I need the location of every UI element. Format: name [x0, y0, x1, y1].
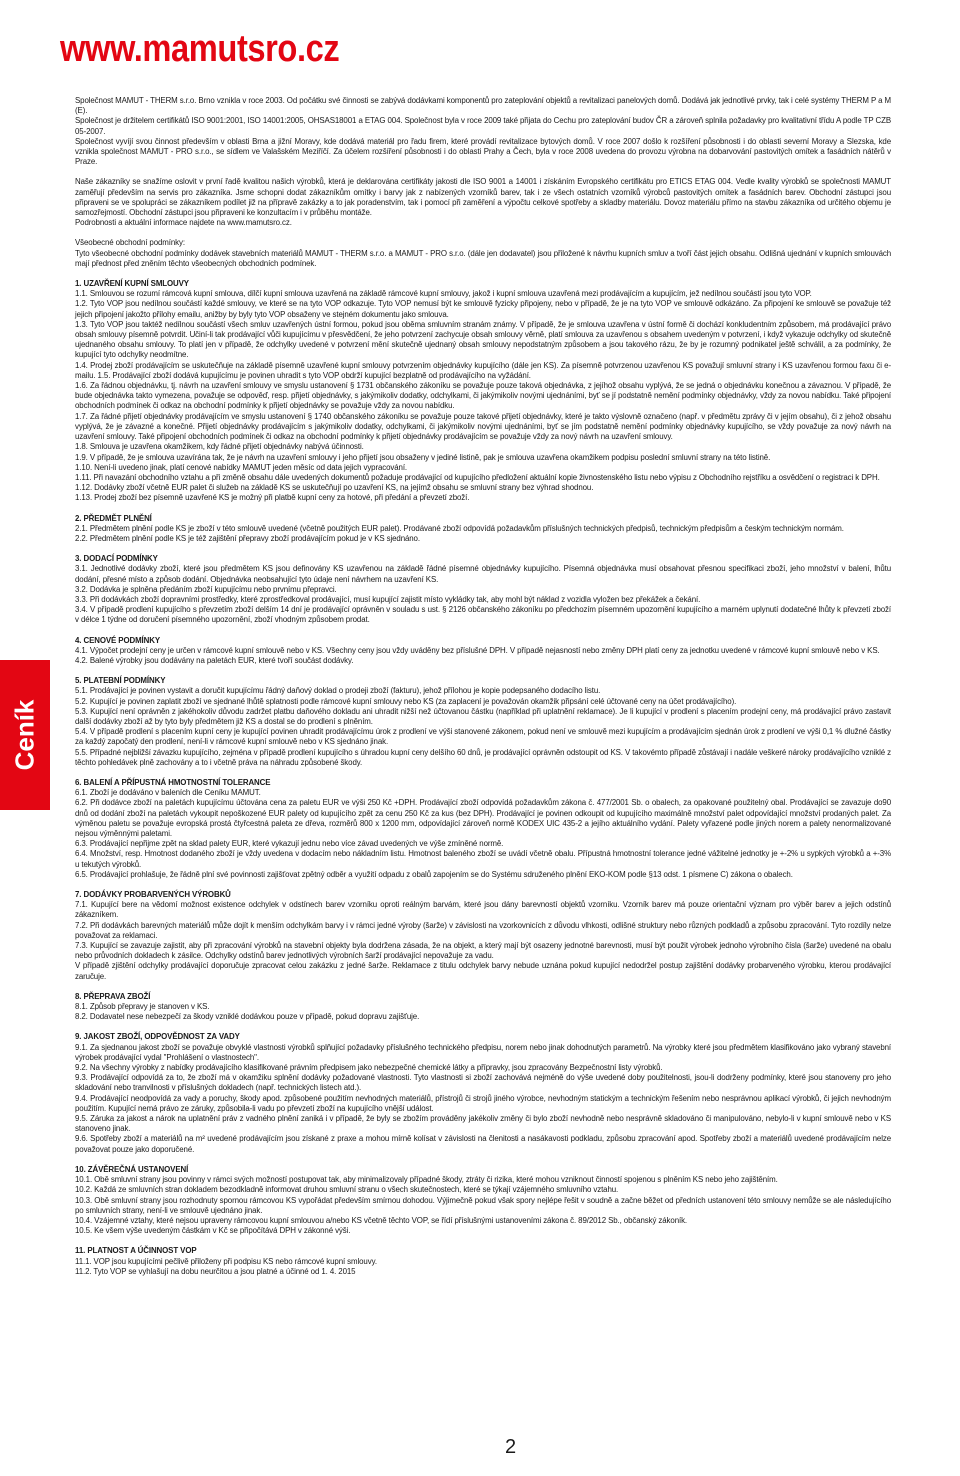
section-clause: 1.9. V případě, že je smlouva uzavírána tak, že je návrh na uzavření smlouvy i jeho přijetí jsou obsaženy v jediné listině, pak je smlouva uzavřena okamžikem podpisu poslední smluvní strany na této listině.: [75, 452, 771, 462]
section-heading: 4. CENOVÉ PODMÍNKY: [75, 635, 161, 645]
section-clause: 1.11. Při navazání obchodního vztahu a při změně obsahu dále uvedených dokumentů požaduje prodávající od kupujícího předložení aktuální kopie živnostenského listu nebo výpisu z Obchodního rejstříku a osvědčení o registraci k DPH.: [75, 472, 880, 482]
terms-intro: Tyto všeobecné obchodní podmínky dodávek stavebních materiálů MAMUT - THERM s.r.o. a MAMUT - PRO s.r.o. (dále jen dodavatel) jsou přiložené k návrhu kupních smluv a tvoří část jejich obsahu. Odlišná ujednání v kupních smlouvách mají přednost před zněním těchto všeobecných obchodních podmínek.: [75, 248, 891, 268]
section-clause: 1.7. Za řádné přijetí objednávky prodávajícím ve smyslu ustanovení § 1740 občanského zákoníku se považuje pouze takové přijetí objednávky, které je takto výslovně označeno (např. v předmětu zprávy či v jejím obsahu), či z jehož obsahu vyplývá, že je závazné a konečné. Přijetí objednávky prodávajícím s jakýmikoliv dodatky, odchylkami, či jakýmikoliv novými ujednáními, byť se jím podstatně nemění podmínky objednávky kupujícího, se vždy považuje za nový návrh na uzavření smlouvy. Také připojení obchodních podmínek či odkaz na obchodní podmínky k přijetí objednávky prodávajícím se považuje vždy za nový návrh na uzavření smlouvy.: [75, 411, 891, 442]
section-clause: 9.2. Na všechny výrobky z nabídky prodávajícího klasifikované právním předpisem jako nebezpečné chemické látky a přípravky, jsou zpracovány Bezpečnostní listy výrobků.: [75, 1063, 663, 1073]
section-clause: 9.6. Spotřeby zboží a materiálů na m² uvedené prodávajícím jsou získané z praxe a mohou mírně kolísat v závislosti na členitosti a nasákavosti podkladu, způsobu zpracování apod. Spotřeby zboží a materiálů uvedené prodávajícím nelze považovat pouze jako doporučené.: [75, 1134, 891, 1154]
terms-section: [75, 554, 891, 625]
section-clause: 6.5. Prodávající prohlašuje, že řádně plní své povinnosti zajišťovat zpětný odběr a využití odpadu z obalů zapojením se do Systému sdruženého plnění EKO-KOM podle §13 odst. 1 písmene C) zákona o obalech.: [75, 869, 793, 879]
section-clause: 6.2. Při dodávce zboží na paletách kupujícímu účtována cena za paletu EUR ve výši 250 Kč +DPH. Prodávající zboží odpovídá požadavkům zákona č. 477/2001 Sb. o obalech, za opakované použitelný obal. Prodávající se zavazuje do90 dnů od dodání zboží na paletách vykoupit nepoškozené EUR palety od kupujícího zpět za cenu 250 Kč za kus (bez DPH). Prodávající je povinen odkoupit od kupujícího maximálně množství palet odpovídající množství prodaných palet. Za výměnou paletu se považuje evropská prostá čtyřcestná paleta ze dřeva, rozměrů 800 x 1200 mm, odpovídající zároveň normě KODEX UIC 435-2 a jejího aktuálního vydání. Palety vyřazené podle jiných norem a palety nenormalizované nejsou výměnnými paletami.: [75, 798, 891, 838]
section-clause: 8.2. Dodavatel nese nebezpečí za škody vzniklé dodávkou pouze v případě, pokud dopravu zajišťuje.: [75, 1012, 420, 1022]
intro-block: [75, 96, 891, 167]
section-clause: 3.1. Jednotlivé dodávky zboží, které jsou předmětem KS jsou definovány KS uzavřenou na základě řádné písemné objednávky kupujícího. Písemná objednávka musí obsahovat přesnou specifikaci zboží, jeho množství v balení, lhůtu dodání, přesné místo a způsob dodání. Objednávka neobsahující tyto údaje není návrhem na uzavření KS.: [75, 564, 891, 584]
section-clause: 5.1. Prodávající je povinen vystavit a doručit kupujícímu řádný daňový doklad o prodeji zboží (fakturu), jehož přílohou je kopie podepsaného dodacího listu.: [75, 686, 601, 696]
page-number: 2: [505, 1436, 517, 1458]
section-clause: 6.4. Množství, resp. Hmotnost dodaného zboží je vždy uvedena v dodacím nebo nákladním listu. Hmotnost baleného zboží se uvádí včetně obalu. Přípustná hmotnostní tolerance jedné vážitelné jednotky je +-2% u sypkých výrobků a +-3% u tekutých výrobků.: [75, 849, 891, 869]
section-clause: 10.2. Každá ze smluvních stran dokladem bezodkladně informovat druhou smluvní stranu o všech skutečnostech, které se týkají vzájemného smluvního vztahu.: [75, 1185, 619, 1195]
section-clause: 3.2. Dodávka je splněna předáním zboží kupujícímu nebo prvnímu přepravci.: [75, 584, 337, 594]
section-heading: 7. DODÁVKY PROBARVENÝCH VÝROBKŮ: [75, 890, 231, 900]
section-heading: 11. PLATNOST A ÚČINNOST VOP: [75, 1246, 197, 1256]
section-clause: 1.1. Smlouvou se rozumí rámcová kupní smlouva, dílčí kupní smlouva uzavřená na základě rámcové kupní smlouvy, jakož i kupní smlouva uzavřená mezi prodávajícím a kupujícím, jež nedílnou součástí jsou tyto VOP.: [75, 289, 812, 299]
section-clause: 3.3. Při dodávkách zboží dopravními prostředky, které zprostředkoval prodávající, musí kupující zajistit místo vykládky tak, aby mohl být náklad z vozidla vyložen bez překážek a čekání.: [75, 594, 701, 604]
customers-paragraph: Podrobnosti a aktuální informace najdete na www.mamutsro.cz.: [75, 218, 292, 228]
section-clause: 1.13. Prodej zboží bez písemně uzavřené KS je možný při platbě kupní ceny za hotové, při předání a převzetí zboží.: [75, 493, 470, 503]
section-clause: 10.3. Obě smluvní strany jsou rozhodnuty spornou rámcovou KS vypořádat především smírnou dohodou. Výjimečně pokud však spory nejlépe řešit v soudně a začne běžet od předních ustanovení této smlouvy nemůže se ale následujícího po smluvních strany, není-li ve smlouvě ujednáno jinak.: [75, 1195, 891, 1215]
intro-paragraph: Společnost MAMUT - THERM s.r.o. Brno vznikla v roce 2003. Od počátku své činnosti se zabývá dodávkami komponentů pro zateplování objektů a revitalizaci panelových domů. Dodává jak jednotlivé prvky, tak i celé systémy THERM P a M (E).: [75, 96, 891, 116]
side-tab: [0, 660, 50, 810]
section-clause: 5.5. Případné nejbližší závazku kupujícího, zejména v případě prodlení kupujícího s úhradou kupní ceny delšího 60 dnů, je prodávající oprávněn odstoupit od KS. V takovémto případě zůstávají i nadále veškeré nároky prodávajícího vzniklé z těchto pohledávek plně zachovány a to i včetně práva na náhradu způsobené škody.: [75, 747, 891, 767]
section-clause: 5.3. Kupující není oprávněn z jakéhokoliv důvodu zadržet platbu daňového dokladu ani uhradit nižší než účtovanou částku (například při uplatnění reklamace). Je li kupující v prodlení s placením prodejní ceny, má prodávající právo zastavit další dodávky zboží až by tyto byly předmětem již KS a dostal se do prodlení s plněním.: [75, 706, 891, 726]
section-clause: 11.1. VOP jsou kupujícími pečlivě přiloženy při podpisu KS nebo rámcové kupní smlouvy.: [75, 1256, 377, 1266]
section-heading: 8. PŘEPRAVA ZBOŽÍ: [75, 991, 151, 1001]
intro-paragraph: Společnost je držitelem certifikátů ISO 9001:2001, ISO 14001:2005, OHSAS18001 a ETAG 004. Společnost byla v roce 2009 také přijata do Cechu pro zateplování budov ČR a zároveň splnila požadavky pro kvalitativní třídu A podle TP CZB 05-2007.: [75, 116, 891, 136]
section-clause: 1.6. Za řádnou objednávku, tj. návrh na uzavření smlouvy ve smyslu ustanovení § 1731 občanského zákoníku se považuje pouze taková objednávka, z jejíhož obsahu vyplývá, že se jedná o objednávku konečnou a závaznou. V případě, že bude objednávka takto vymezena, považuje se odpověď, resp. přijetí objednávky, s jakýmikoliv dodatky, odchylkami, či jakýmikoliv novými ujednáními, byť se jí podstatně nemění podmínky objednávky, vždy za novou nabídku. Také připojení obchodních podmínek či odkaz na obchodní podmínky k přijetí objednávky se považuje vždy za novou nabídku.: [75, 381, 891, 411]
section-clause: 9.4. Prodávající neodpovídá za vady a poruchy, škody apod. způsobené použitím nevhodných materiálů, přístrojů či strojů jiného výrobce, nevhodným statickým a technickým řešením nebo nesprávnou aplikací výrobků, či jejich nevhodným použitím. Kupující nemá právo ze záruky, způsobila-li vadu po převzetí zboží na kupujícího vnější událost.: [75, 1093, 891, 1113]
section-clause: 4.2. Balené výrobky jsou dodávány na paletách EUR, které tvoří součást dodávky.: [75, 655, 354, 665]
section-clause: 7.2. Při dodávkách barevných materiálů může dojít k menším odchylkám barvy i v rámci jedné výroby (šarže) v závislosti na vzorkovnicích z důvodu vlhkosti, odlišné struktury nebo různých podkladů a způsobu zpracování. Tyto rozdíly nelze považovat za reklamaci.: [75, 920, 891, 940]
terms-section: [75, 992, 891, 1023]
intro-paragraph: Společnost vyvíjí svou činnost především v oblasti Brna a jižní Moravy, kde dodává materiál pro řadu firem, které provádí revitalizace bytových domů. V roce 2007 došlo k rozšíření působnosti i do oblasti severní Moravy a Slezska, kde vznikla společnost MAMUT - PRO s.r.o., se sídlem ve Valašském Meziříčí. Za účelem rozšíření působnosti i do oblasti Prahy a Čech, byla v roce 2008 uvedena do provozu výrobna na dobarvování pastovitých omítek a fasádních nátěrů v Praze.: [75, 136, 891, 167]
section-clause: 1.3. Tyto VOP jsou taktéž nedílnou součástí všech smluv uzavřených ústní formou, pokud jsou oběma smluvním stranám známy. V případě, že je smlouva uzavřena v ústní formě či dochází konkludentním způsobem, má prodávající právo obsah smlouvy písemně potvrdit. Učiní-li tak prodávající vůči kupujícímu v přesvědčení, že jeho potvrzení zachycuje obsah smlouvy věrně, platí smlouva za uzavřenou s obsahem uvedeným v potvrzení, i když vykazuje odchylky od skutečně ujednaného obsahu smlouvy. To platí jen v případě, že odchylky uvedené v potvrzení mění skutečně ujednaný obsah smlouvy nepodstatným způsobem a jsou takového rázu, že by je rozumný podnikatel ještě schválil, a za podmínky, že kupující tyto odchylky neodmítne.: [75, 319, 891, 360]
terms-section: [75, 279, 891, 503]
terms-section: [75, 890, 891, 982]
terms-section: [75, 778, 891, 880]
section-clause: 1.10. Není-li uvedeno jinak, platí cenové nabídky MAMUT jeden měsíc od data jejich vypracování.: [75, 462, 408, 472]
section-clause: 10.4. Vzájemné vztahy, které nejsou upraveny rámcovou kupní smlouvou a/nebo KS včetně těchto VOP, se řídí příslušnými ustanoveními zákona č. 89/2012 Sb., občanský zákoník.: [75, 1215, 688, 1225]
section-clause: 1.12. Dodávky zboží včetně EUR palet či služeb na základě KS se uskutečňují po uzavření KS, na jejímž obsahu se smluvní strany bez výhrad shodnou.: [75, 483, 594, 493]
section-clause: 6.1. Zboží je dodáváno v baleních dle Ceníku MAMUT.: [75, 788, 261, 798]
section-clause: 5.2. Kupující je povinen zaplatit zboží ve sjednané lhůtě splatnosti podle rámcové kupní smlouvy nebo KS (za zaplacení je považován okamžik připsání celé účtované ceny na účet prodávajícího).: [75, 696, 737, 706]
customers-block: [75, 177, 891, 228]
section-clause: 9.3. Prodávající odpovídá za to, že zboží má v okamžiku splnění dodávky požadované vlastnosti. Tyto vlastnosti si zboží zachovává nejméně do výše uvedené doby použitelnosti, jsou-li dodrženy podmínky, které jsou stanoveny pro jeho skladování nebo tranvilnosti v příslušných dokladech (např. technických listech atd.).: [75, 1073, 891, 1093]
section-clause: 9.5. Záruka za jakost a nárok na uplatnění práv z vadného plnění zaniká i v případě, že byly se zbožím prováděny jakékoliv změny či bylo zboží nevhodně nebo nesprávně skladováno či manipulováno, nebylo-li v kupní smlouvě nebo v KS stanoveno jinak.: [75, 1114, 891, 1134]
document-body: [75, 96, 891, 1277]
section-heading: 5. PLATEBNÍ PODMÍNKY: [75, 676, 166, 686]
terms-section: [75, 1165, 891, 1236]
section-heading: 3. DODACÍ PODMÍNKY: [75, 554, 158, 564]
terms-title: Všeobecné obchodní podmínky:: [75, 238, 185, 248]
terms-section: [75, 676, 891, 768]
section-clause: 9.1. Za sjednanou jakost zboží se považuje obvyklé vlastnosti výrobků splňující požadavky příslušného technického předpisu, norem nebo jinak dohodnutých parametrů. Na výrobky které jsou předmětem klasifikováno jako vybraný stavební výrobek prodávající vydal "Prohlášení o vlastnostech".: [75, 1042, 891, 1062]
section-clause: 7.1. Kupující bere na vědomí možnost existence odchylek v odstínech barev vzorníku oproti reálným barvám, které jsou dány barevností objektů vzorníku. Vzorník barev má pouze orientační význam pro výběr barev a jejich odstínů zákazníkem.: [75, 900, 891, 920]
terms-sections: [75, 279, 891, 1277]
section-clause: 4.1. Výpočet prodejní ceny je určen v rámcové kupní smlouvě nebo v KS. Všechny ceny jsou vždy uváděny bez příslušné DPH. V případě nejasností nebo změny DPH platí ceny za jednotku uvedené v rámcové kupní smlouvě nebo v KS.: [75, 645, 880, 655]
section-clause: 7.3. Kupující se zavazuje zajistit, aby při zpracování výrobků na stavební objekty byla dodržena zásada, že na objekt, a který mají být osazeny jednotné barevnosti, musí být použit výrobek jednoho výrobního čísla (šarže) uvedené na obalu nebo průvodních dokladech k zásilce. Odchylky odstínů barev jednotlivých výrobních šarží prodávající nepovažuje za vadu.: [75, 941, 891, 961]
section-clause: 10.1. Obě smluvní strany jsou povinny v rámci svých možností postupovat tak, aby minimalizovaly případné škody, ztráty či rizika, které mohou vzniknout činností spojenou s plněním KS nebo jeho zajištěním.: [75, 1175, 778, 1185]
terms-section: [75, 636, 891, 667]
side-tab-label: Ceník: [9, 699, 40, 771]
section-clause: 1.2. Tyto VOP jsou nedílnou součástí každé smlouvy, ve které se na tyto VOP odkazuje. Tyto VOP nemusí být ke smlouvě fyzicky připojeny, nebo v případě, že je na tyto VOP ve smlouvě odkázáno. Za připojení ke smlouvě se považuje též jejich připojení jakožto přílohy emailu, anižby by byly tyto VOP obsaženy ve stejném dokumentu jako smlouva.: [75, 299, 891, 319]
terms-section: [75, 514, 891, 545]
section-heading: 9. JAKOST ZBOŽÍ, ODPOVĚDNOST ZA VADY: [75, 1032, 240, 1042]
customers-paragraph: Naše zákazníky se snažíme oslovit v první řadě kvalitou našich výrobků, která je deklarována certifikáty jakosti dle ISO 9001 a 14001 i získáním Evropského certifikátu pro ETICS ETAG 004. Vedle kvality výrobků se společnosti MAMUT zaměřují především na servis pro zákazníka. Jsme schopni dodat zákazníkům omítky i barvy jak z nabízených vzorníků barev, tak i ze všech ostatních vzorníků výrobců pastovitých omítek a fasádních barev. Obchodní zástupci jsou připraveni se ve spolupráci se zákazníkem podílet již na přípravě zakázky a to jak poradenstvím, tak i pomocí při zaměření a výpočtu celkové spotřeby a skladby materiálu. Dovoz materiálu přímo na stavbu zákazníka od určitého objemu je samozřejmostí. Obchodní zástupci jsou připraveni ke konzultacím i v průběhu montáže.: [75, 177, 891, 218]
section-heading: 6. BALENÍ A PŘÍPUSTNÁ HMOTNOSTNÍ TOLERANCE: [75, 777, 271, 787]
section-clause: 2.2. Předmětem plnění podle KS je též zajištění přepravy zboží prodávajícím pokud je v KS sjednáno.: [75, 533, 420, 543]
section-clause: V případě zjištění odchylky prodávající doporučuje zpracovat celou zakázku z jedné šarže. Reklamace z titulu odchylek barvy nebude uznána pokud kupující nedodržel postup zajištění dodávky probarveného výrobku, kterou prodávající zaručuje.: [75, 961, 891, 981]
section-clause: 1.4. Prodej zboží prodávajícím se uskutečňuje na základě písemně uzavřené kupní smlouvy potvrzením objednávky kupujícího (dále jen KS). Za písemně potvrzenou uzavřenou KS považují smluvní strany i KS uzavřenou formou faxu či e-mailu. 1.5. Prodávající zboží dodává kupujícímu je povinen uhradit s tyto VOP obdrží kupující bezplatně od prodávajícího na vyžádání.: [75, 360, 891, 380]
section-clause: 6.3. Prodávající nepřijme zpět na sklad palety EUR, které vykazují jednu nebo více závad uvedených ve výše zmíněné normě.: [75, 839, 504, 849]
terms-section: [75, 1246, 891, 1277]
brand-url: www.mamutsro.cz: [60, 28, 340, 70]
terms-section: [75, 1032, 891, 1154]
section-clause: 10.5. Ke všem výše uvedeným částkám v Kč se připočítává DPH v zákonné výši.: [75, 1226, 351, 1236]
section-clause: 5.4. V případě prodlení s placením kupní ceny je kupující povinen uhradit prodávajícímu úrok z prodlení ve výši stanovené zákonem, pokud není ve smlouvě mezi kupujícím a prodávajícím sjednán úrok z prodlení ve výši 0,1 % dlužné částky za každý započatý den prodlení, není-li v rámcové kupní smlouvě nebo v KS sjednáno jinak.: [75, 727, 891, 747]
section-clause: 8.1. Způsob přepravy je stanoven v KS.: [75, 1002, 210, 1012]
section-heading: 1. UZAVŘENÍ KUPNÍ SMLOUVY: [75, 279, 189, 289]
section-clause: 2.1. Předmětem plnění podle KS je zboží v této smlouvě uvedené (včetně použitých EUR palet). Prodávané zboží odpovídá požadavkům příslušných technických předpisů, technickým předpisům a českým technickým normám.: [75, 523, 844, 533]
section-clause: 3.4. V případě prodlení kupujícího s převzetím zboží delším 14 dní je prodávající oprávněn v souladu s ust. § 2126 občanského zákoníku po předchozím písemném upozornění kupujícího a marném uplynutí dodatečné lhůty k převzetí zboží v délce 1 týdne od doručení písemného upozornění, zboží vhodným způsobem prodat.: [75, 605, 891, 625]
section-clause: 11.2. Tyto VOP se vyhlašují na dobu neurčitou a jsou platné a účinné od 1. 4. 2015: [75, 1266, 356, 1276]
section-heading: 10. ZÁVĚREČNÁ USTANOVENÍ: [75, 1164, 189, 1174]
section-clause: 1.8. Smlouva je uzavřena okamžikem, kdy řádné přijetí objednávky nabývá účinnosti.: [75, 442, 364, 452]
section-heading: 2. PŘEDMĚT PLNĚNÍ: [75, 513, 152, 523]
